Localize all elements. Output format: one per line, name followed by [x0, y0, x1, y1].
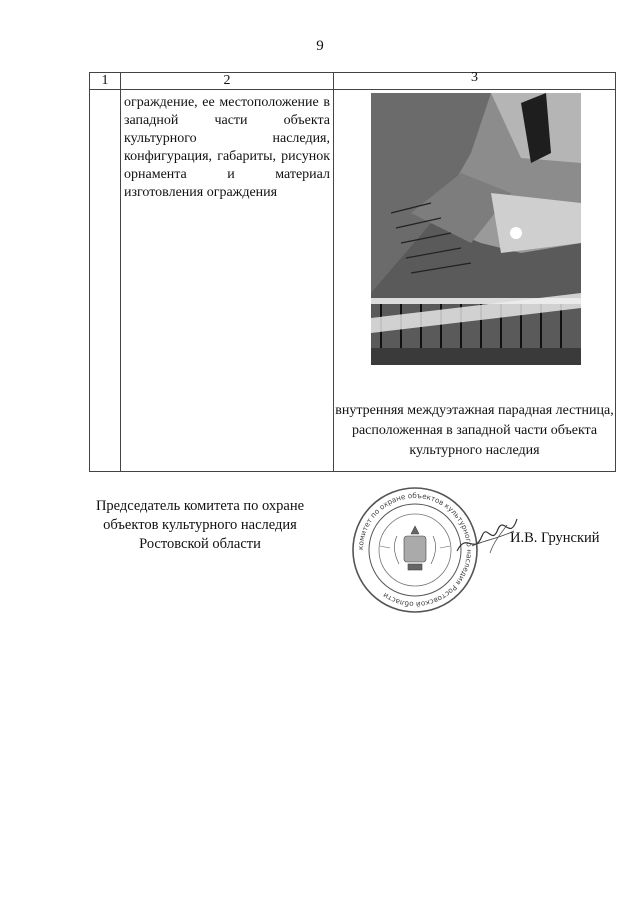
row-cell-1 — [90, 90, 121, 472]
object-description: ограждение, ее местоположение в западной части объекта культурного наследия, конфигурация, габариты, рисунок орнамента и материал изготовления ограждения — [124, 95, 330, 200]
row-cell-2 — [121, 90, 334, 472]
signatory-name: И.В. Грунский — [510, 530, 600, 546]
column-header-3 — [334, 70, 616, 90]
table-header-row — [90, 73, 616, 90]
heritage-table — [89, 72, 616, 472]
page-number: 9 — [316, 38, 324, 54]
column-header-2: 2 — [121, 73, 334, 90]
column-header-1: 1 — [90, 73, 121, 90]
column-header-3-label: 3 — [471, 70, 478, 85]
staircase-photo-icon — [371, 93, 581, 365]
seal-text: комитет по охране объектов культурного наследия Ростовской области — [355, 490, 475, 610]
signatory-title: Председатель комитета по охране объектов культурного наследия Ростовской области — [95, 498, 305, 552]
table-row — [90, 90, 616, 472]
row-cell-3 — [334, 90, 616, 472]
photo-caption: внутренняя междуэтажная парадная лестница, расположенная в западной части объекта культурного наследия — [335, 403, 614, 458]
